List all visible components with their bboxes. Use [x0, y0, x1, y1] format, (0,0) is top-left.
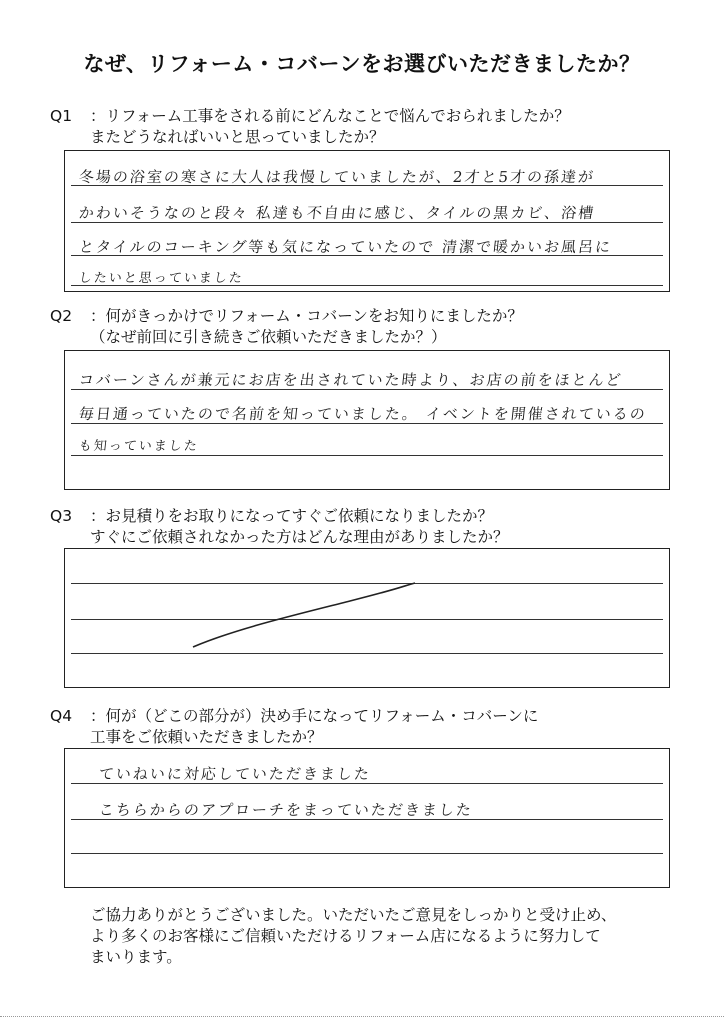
answer-box-1: [64, 150, 670, 292]
page-bottom-border: [0, 1016, 724, 1017]
question-text-line2: （なぜ前回に引き続きご依頼いただきましたか？）: [90, 328, 447, 346]
answer-box-4: [64, 748, 670, 888]
question-number: Q4: [50, 707, 73, 725]
question-text: ：何がきっかけでリフォーム・コバーンをお知りにましたか？: [90, 307, 523, 325]
question-4: [50, 706, 690, 748]
answer-box-3: [64, 548, 670, 688]
closing-line: ご協力ありがとうございました。いただいたご意見をしっかりと受け止め、: [90, 906, 617, 924]
question-1: [50, 106, 690, 148]
answer-box-2: [64, 350, 670, 490]
closing-line: より多くのお客様にご信頼いただけるリフォーム店になるように努力して: [90, 927, 601, 945]
handwritten-answer-line: も知っていました: [78, 439, 200, 454]
ruled-line: [71, 455, 663, 456]
closing-line: まいります。: [90, 948, 182, 966]
page-title: なぜ、リフォーム・コバーンをお選びいただきましたか？: [83, 52, 641, 76]
handwritten-answer-line: したいと思っていました: [78, 271, 245, 286]
question-text: ：リフォーム工事をされる前にどんなことで悩んでおられましたか？: [90, 107, 570, 125]
handwritten-answer-line: 冬場の浴室の寒さに大人は我慢していましたが、2才と5才の孫達が: [78, 168, 596, 186]
question-text: ：お見積りをお取りになってすぐご依頼になりましたか？: [90, 507, 494, 525]
closing-message: [90, 905, 690, 968]
ruled-line: [71, 853, 663, 854]
question-number: Q1: [50, 107, 73, 125]
question-text-line2: またどうなればいいと思っていましたか？: [90, 128, 385, 146]
question-number: Q3: [50, 507, 73, 525]
question-text-line2: すぐにご依頼されなかった方はどんな理由がありましたか？: [90, 528, 509, 546]
handwritten-answer-line: こちらからのアプローチをまっていただきました: [98, 801, 474, 819]
question-2: [50, 306, 690, 348]
handwritten-answer-line: かわいそうなのと段々 私達も不自由に感じ、タイルの黒カビ、浴槽: [78, 204, 597, 222]
strike-through-mark: [65, 549, 671, 689]
handwritten-answer-line: とタイルのコーキング等も気になっていたので 清潔で暖かいお風呂に: [78, 238, 613, 256]
handwritten-answer-line: コバーンさんが兼元にお店を出されていた時より、お店の前をほとんど: [78, 371, 624, 389]
question-number: Q2: [50, 307, 73, 325]
handwritten-answer-line: 毎日通っていたので名前を知っていました。 イベントを開催されているの: [78, 405, 648, 423]
question-3: [50, 506, 690, 548]
handwritten-answer-line: ていねいに対応していただきました: [98, 765, 372, 783]
question-text-line2: 工事をご依頼いただきましたか？: [90, 728, 323, 746]
question-text: ：何が（どこの部分が）決め手になってリフォーム・コバーンに: [90, 707, 539, 725]
